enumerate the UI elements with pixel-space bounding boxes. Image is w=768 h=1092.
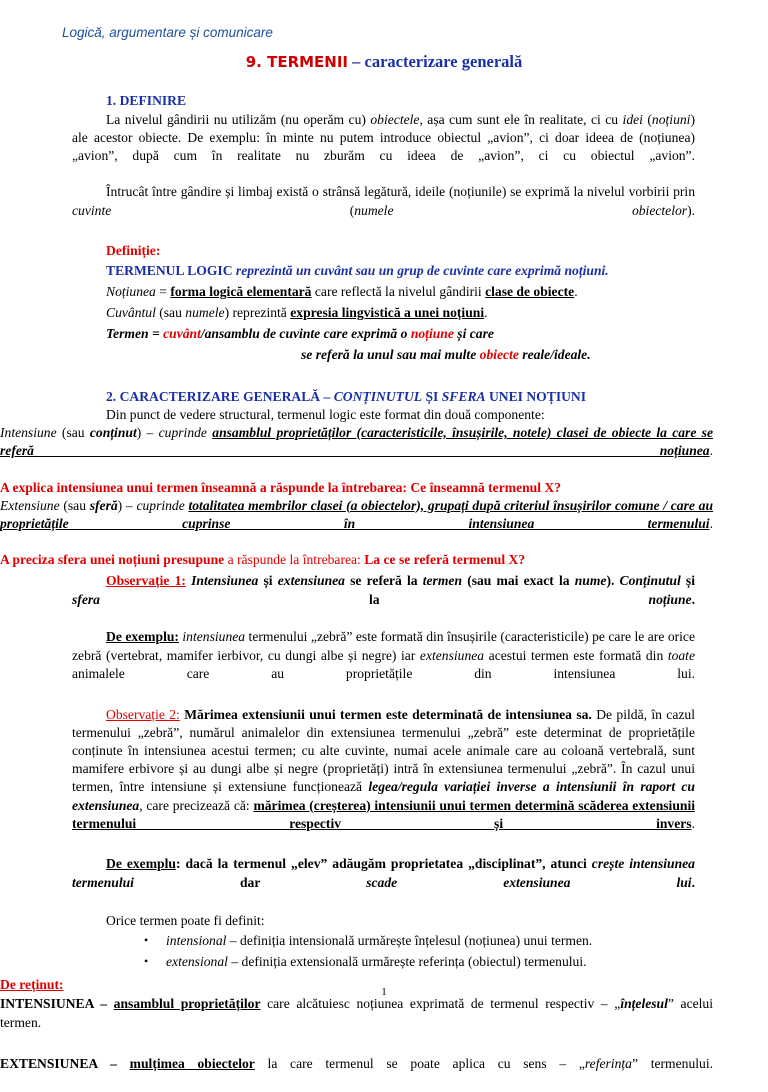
retinut-label: De reținut: (0, 977, 64, 993)
running-header: Logică, argumentare și comunicare (62, 25, 273, 40)
example-zebra: De exemplu: intensiunea termenului „zebră” este formată din însușirile (caracteristicile) pe care le are orice zebră (vertebrat, mamifer ierbivor, cu dungi albe și negre) iar extensiunea acestui termen este formată din toate animalele care au proprietățile din intensiunea lui. (72, 629, 695, 682)
list-item: • extensional – definiția extensională urmărește referința (obiectul) termenului. (166, 951, 695, 972)
chapter-number: 9. TERMENII (245, 53, 349, 71)
definition-types-list (72, 930, 695, 972)
list-item: • intensional – definiția intensională urmărește înțelesul (noțiunea) unui termen. (166, 930, 695, 951)
page-number: 1 (381, 986, 387, 998)
definition-cuvant: Cuvântul (sau numele) reprezintă expresia lingvistică a unei noțiuni. (106, 305, 488, 321)
question-sfera: A preciza sfera unei noțiuni presupune a răspunde la întrebarea: La ce se referă termenul X? (0, 552, 526, 568)
paragraph-intensiune: Intensiune (sau conținut) – cuprinde ansamblul proprietăților (caracteristicile, însușirile, notele) clasei de obiecte la care se referă noțiunea. (0, 425, 713, 459)
section-1-heading: 1. DEFINIRE (106, 93, 187, 108)
observation-2: Observație 2: Mărimea extensiunii unui termen este determinată de intensiunea sa. De pildă, în cazul termenului „zebră”, numărul animalelor din extensiunea termenului „zebră” este determinat de proprietățile conținute în intensiunea acestui termen; cu alte cuvinte, numai acele animale care au coloană vertebrală, sunt mamifere erbivore și au dungi albe și negre (proprietăți) intră în extensiunea termenului „zebră”. În cazul unui termen, între intensiune și extensiune funcționează legea/regula variației inverse a intensiunii în raport cu extensiunea, care precizează că: mărimea (creșterea) intensiunii unui termen determină scăderea extensiunii termenului respectiv și invers. (72, 706, 695, 831)
section-2-heading: 2. CARACTERIZARE GENERALĂ – CONȚINUTUL ȘI SFERA UNEI NOȚIUNI (106, 389, 587, 405)
summary-intensiunea: INTENSIUNEA – ansamblul proprietăților care alcătuiesc noțiunea exprimată de termenul respectiv – „înțelesul” acelui termen. (0, 996, 713, 1031)
chapter-title (0, 52, 768, 72)
definition-notiune: Noțiunea = forma logică elementară care reflectă la nivelul gândirii clase de obiecte. (106, 284, 578, 300)
definition-types-intro: Orice termen poate fi definit: (106, 913, 265, 929)
paragraph-extensiune: Extensiune (sau sferă) – cuprinde totalitatea membrilor clasei (a obiectelor), grupați după criteriul însușirilor comune / care au proprietățile cuprinse în intensiunea termenului. (0, 497, 713, 531)
document-body (0, 92, 713, 1092)
definition-termen-logic: TERMENUL LOGIC reprezintă un cuvânt sau un grup de cuvinte care exprimă noțiuni. (106, 263, 609, 279)
definition-label: Definiție: (106, 243, 161, 259)
example-elev: De exemplu: dacă la termenul „elev” adăugăm proprietatea „disciplinat”, atunci crește intensiunea termenului dar scade extensiunea lui. (72, 856, 695, 891)
chapter-subtitle: – caracterizare generală (348, 52, 523, 71)
question-intensiune: A explica intensiunea unui termen înseamnă a răspunde la întrebarea: Ce înseamnă termenul X? (0, 479, 562, 495)
summary-extensiunea: EXTENSIUNEA – mulțimea obiectelor la care termenul se poate aplica cu sens – „referința” termenului. (0, 1056, 713, 1072)
paragraph-definire-2: Întrucât între gândire și limbaj există o strânsă legătură, ideile (noțiunile) se exprimă la nivelul vorbirii prin cuvinte (numele obiectelor). (72, 184, 695, 218)
paragraph-definire-1: La nivelul gândirii nu utilizăm (nu operăm cu) obiectele, așa cum sunt ele în realitate, ci cu idei (noțiuni) ale acestor obiecte. De exemplu: în minte nu putem introduce obiectul „avion”, ci doar ideea de (noțiunea) „avion”, după cum în realitate nu zburăm cu ideea de „avion”, ci cu obiectul „avion”. (72, 111, 695, 163)
paragraph-structure-intro: Din punct de vedere structural, termenul logic este format din două componente: (106, 407, 545, 423)
definition-termen-line-1: Termen = cuvânt/ansamblu de cuvinte care exprimă o noțiune și care (106, 326, 494, 342)
definition-termen-line-2: se referă la unul sau mai multe obiecte reale/ideale. (301, 347, 591, 363)
observation-1: Observație 1: Intensiunea și extensiunea se referă la termen (sau mai exact la nume). Conținutul și sfera la noțiune. (72, 573, 695, 608)
